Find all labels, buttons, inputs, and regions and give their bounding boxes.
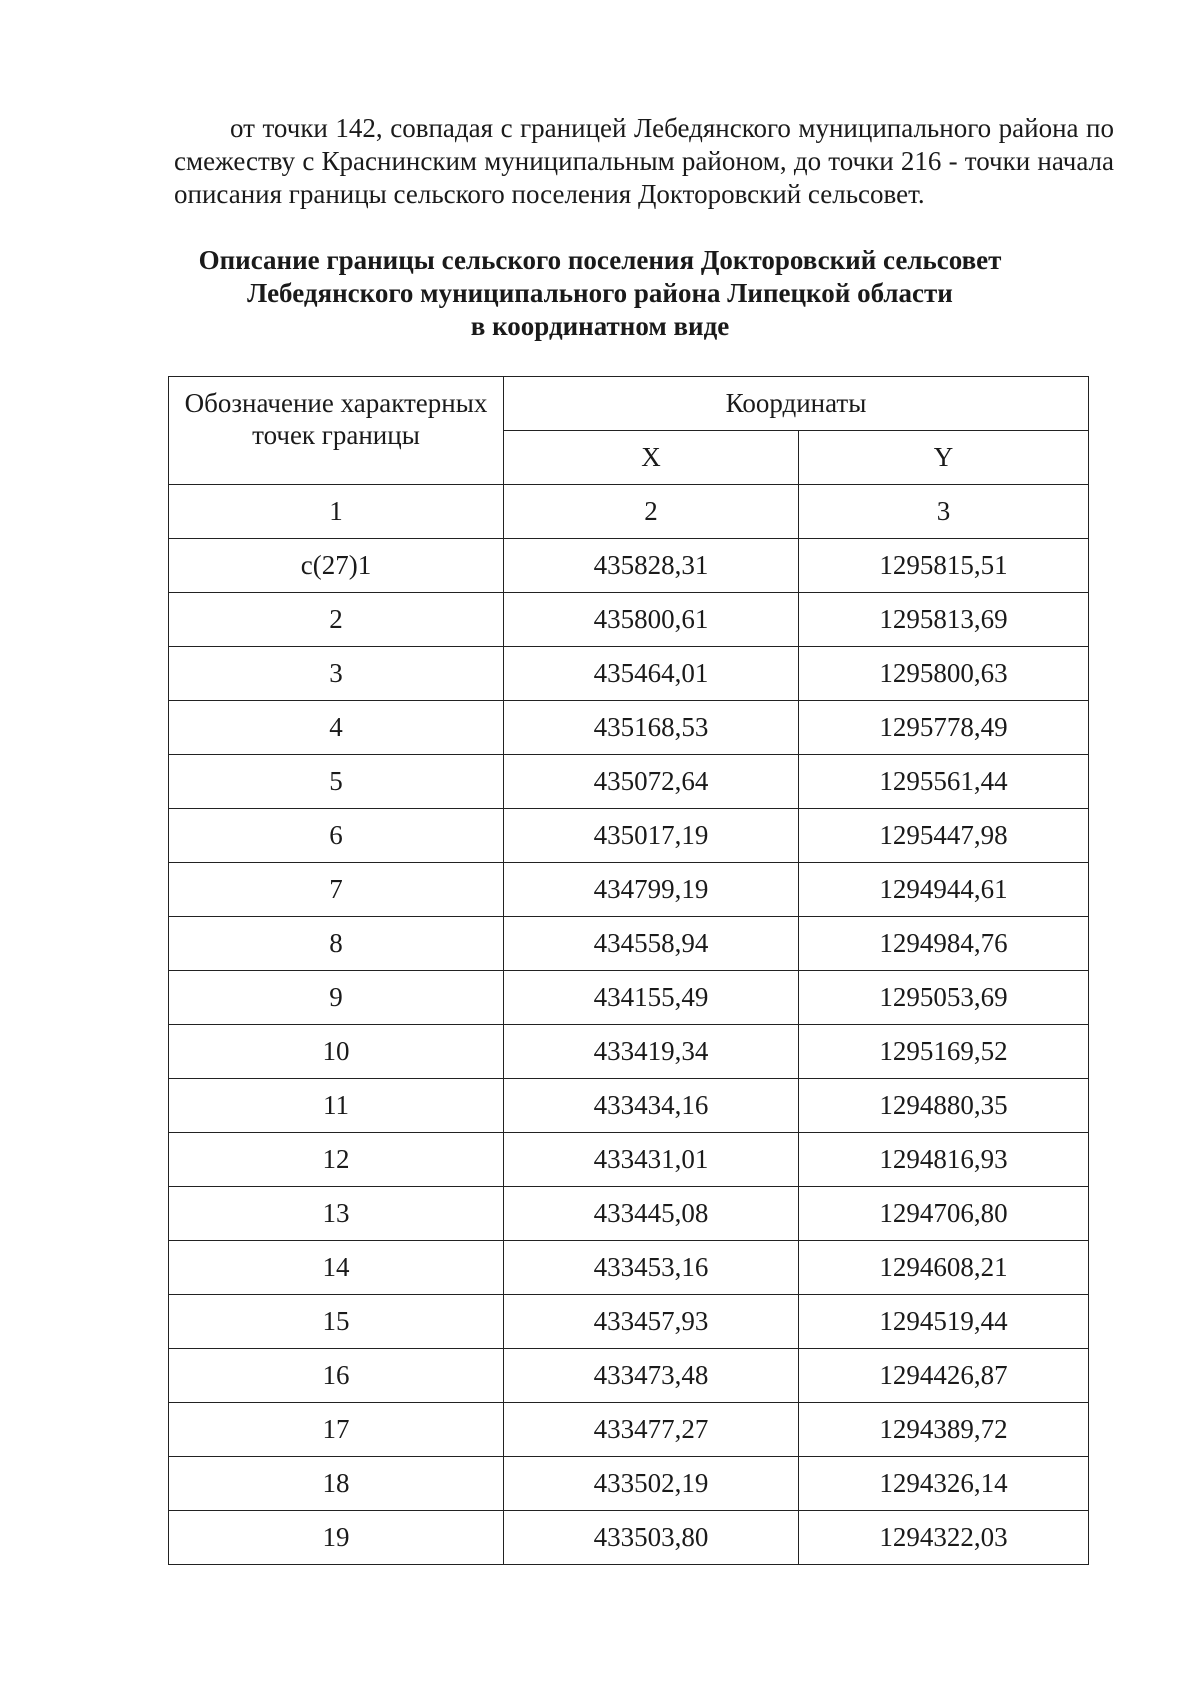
header-x: X (504, 431, 799, 485)
point-cell: 4 (169, 701, 504, 755)
coordinates-table (168, 376, 1089, 1565)
header-point-label: Обозначение характерных точек границы (169, 377, 504, 485)
point-cell: с(27)1 (169, 539, 504, 593)
x-cell: 433431,01 (504, 1133, 799, 1187)
x-cell: 433419,34 (504, 1025, 799, 1079)
x-cell: 433434,16 (504, 1079, 799, 1133)
table-row (169, 1133, 1089, 1187)
intro-paragraph: от точки 142, совпадая с границей Лебедянского муниципального района по смежеству с Краснинским муниципальным районом, до точки 216 - точки начала описания границы сельского поселения Докторовский сельсовет. (174, 113, 1114, 209)
x-cell: 433445,08 (504, 1187, 799, 1241)
table-row (169, 647, 1089, 701)
point-cell: 14 (169, 1241, 504, 1295)
table-row (169, 1079, 1089, 1133)
x-cell: 433502,19 (504, 1457, 799, 1511)
table-row (169, 1241, 1089, 1295)
column-number-2: 2 (504, 485, 799, 539)
x-cell: 435168,53 (504, 701, 799, 755)
point-cell: 17 (169, 1403, 504, 1457)
table-row (169, 917, 1089, 971)
section-heading (150, 244, 1050, 343)
table-row (169, 701, 1089, 755)
y-cell: 1295815,51 (799, 539, 1089, 593)
point-cell: 16 (169, 1349, 504, 1403)
table-row (169, 593, 1089, 647)
point-cell: 11 (169, 1079, 504, 1133)
header-coordinates: Координаты (504, 377, 1089, 431)
x-cell: 434155,49 (504, 971, 799, 1025)
point-cell: 12 (169, 1133, 504, 1187)
x-cell: 433457,93 (504, 1295, 799, 1349)
x-cell: 435800,61 (504, 593, 799, 647)
x-cell: 434558,94 (504, 917, 799, 971)
y-cell: 1295561,44 (799, 755, 1089, 809)
column-number-3: 3 (799, 485, 1089, 539)
x-cell: 433477,27 (504, 1403, 799, 1457)
point-cell: 13 (169, 1187, 504, 1241)
point-cell: 2 (169, 593, 504, 647)
x-cell: 435072,64 (504, 755, 799, 809)
y-cell: 1295800,63 (799, 647, 1089, 701)
y-cell: 1294880,35 (799, 1079, 1089, 1133)
table-row (169, 863, 1089, 917)
y-cell: 1294426,87 (799, 1349, 1089, 1403)
x-cell: 434799,19 (504, 863, 799, 917)
table-row (169, 1511, 1089, 1565)
table-row (169, 971, 1089, 1025)
y-cell: 1295169,52 (799, 1025, 1089, 1079)
point-cell: 5 (169, 755, 504, 809)
y-cell: 1294326,14 (799, 1457, 1089, 1511)
x-cell: 435464,01 (504, 647, 799, 701)
x-cell: 433473,48 (504, 1349, 799, 1403)
table-row (169, 1187, 1089, 1241)
y-cell: 1294608,21 (799, 1241, 1089, 1295)
heading-line-1: Описание границы сельского поселения Докторовский сельсовет (198, 245, 1002, 275)
table-row (169, 539, 1089, 593)
heading-line-2: Лебедянского муниципального района Липецкой области (247, 278, 953, 308)
header-y: Y (799, 431, 1089, 485)
table-row (169, 1295, 1089, 1349)
point-cell: 19 (169, 1511, 504, 1565)
table-row (169, 1457, 1089, 1511)
y-cell: 1294944,61 (799, 863, 1089, 917)
y-cell: 1295447,98 (799, 809, 1089, 863)
y-cell: 1294519,44 (799, 1295, 1089, 1349)
x-cell: 433453,16 (504, 1241, 799, 1295)
table-row (169, 1025, 1089, 1079)
table-row (169, 755, 1089, 809)
point-cell: 7 (169, 863, 504, 917)
point-cell: 8 (169, 917, 504, 971)
point-cell: 6 (169, 809, 504, 863)
table-row (169, 1349, 1089, 1403)
point-cell: 3 (169, 647, 504, 701)
point-cell: 15 (169, 1295, 504, 1349)
y-cell: 1294706,80 (799, 1187, 1089, 1241)
y-cell: 1295778,49 (799, 701, 1089, 755)
point-cell: 9 (169, 971, 504, 1025)
x-cell: 435017,19 (504, 809, 799, 863)
y-cell: 1295053,69 (799, 971, 1089, 1025)
column-number-1: 1 (169, 485, 504, 539)
y-cell: 1294322,03 (799, 1511, 1089, 1565)
heading-line-3: в координатном виде (470, 311, 730, 341)
point-cell: 18 (169, 1457, 504, 1511)
table-body (169, 539, 1089, 1565)
x-cell: 435828,31 (504, 539, 799, 593)
table-row (169, 809, 1089, 863)
y-cell: 1294816,93 (799, 1133, 1089, 1187)
x-cell: 433503,80 (504, 1511, 799, 1565)
y-cell: 1294389,72 (799, 1403, 1089, 1457)
table-row (169, 1403, 1089, 1457)
point-cell: 10 (169, 1025, 504, 1079)
y-cell: 1295813,69 (799, 593, 1089, 647)
y-cell: 1294984,76 (799, 917, 1089, 971)
